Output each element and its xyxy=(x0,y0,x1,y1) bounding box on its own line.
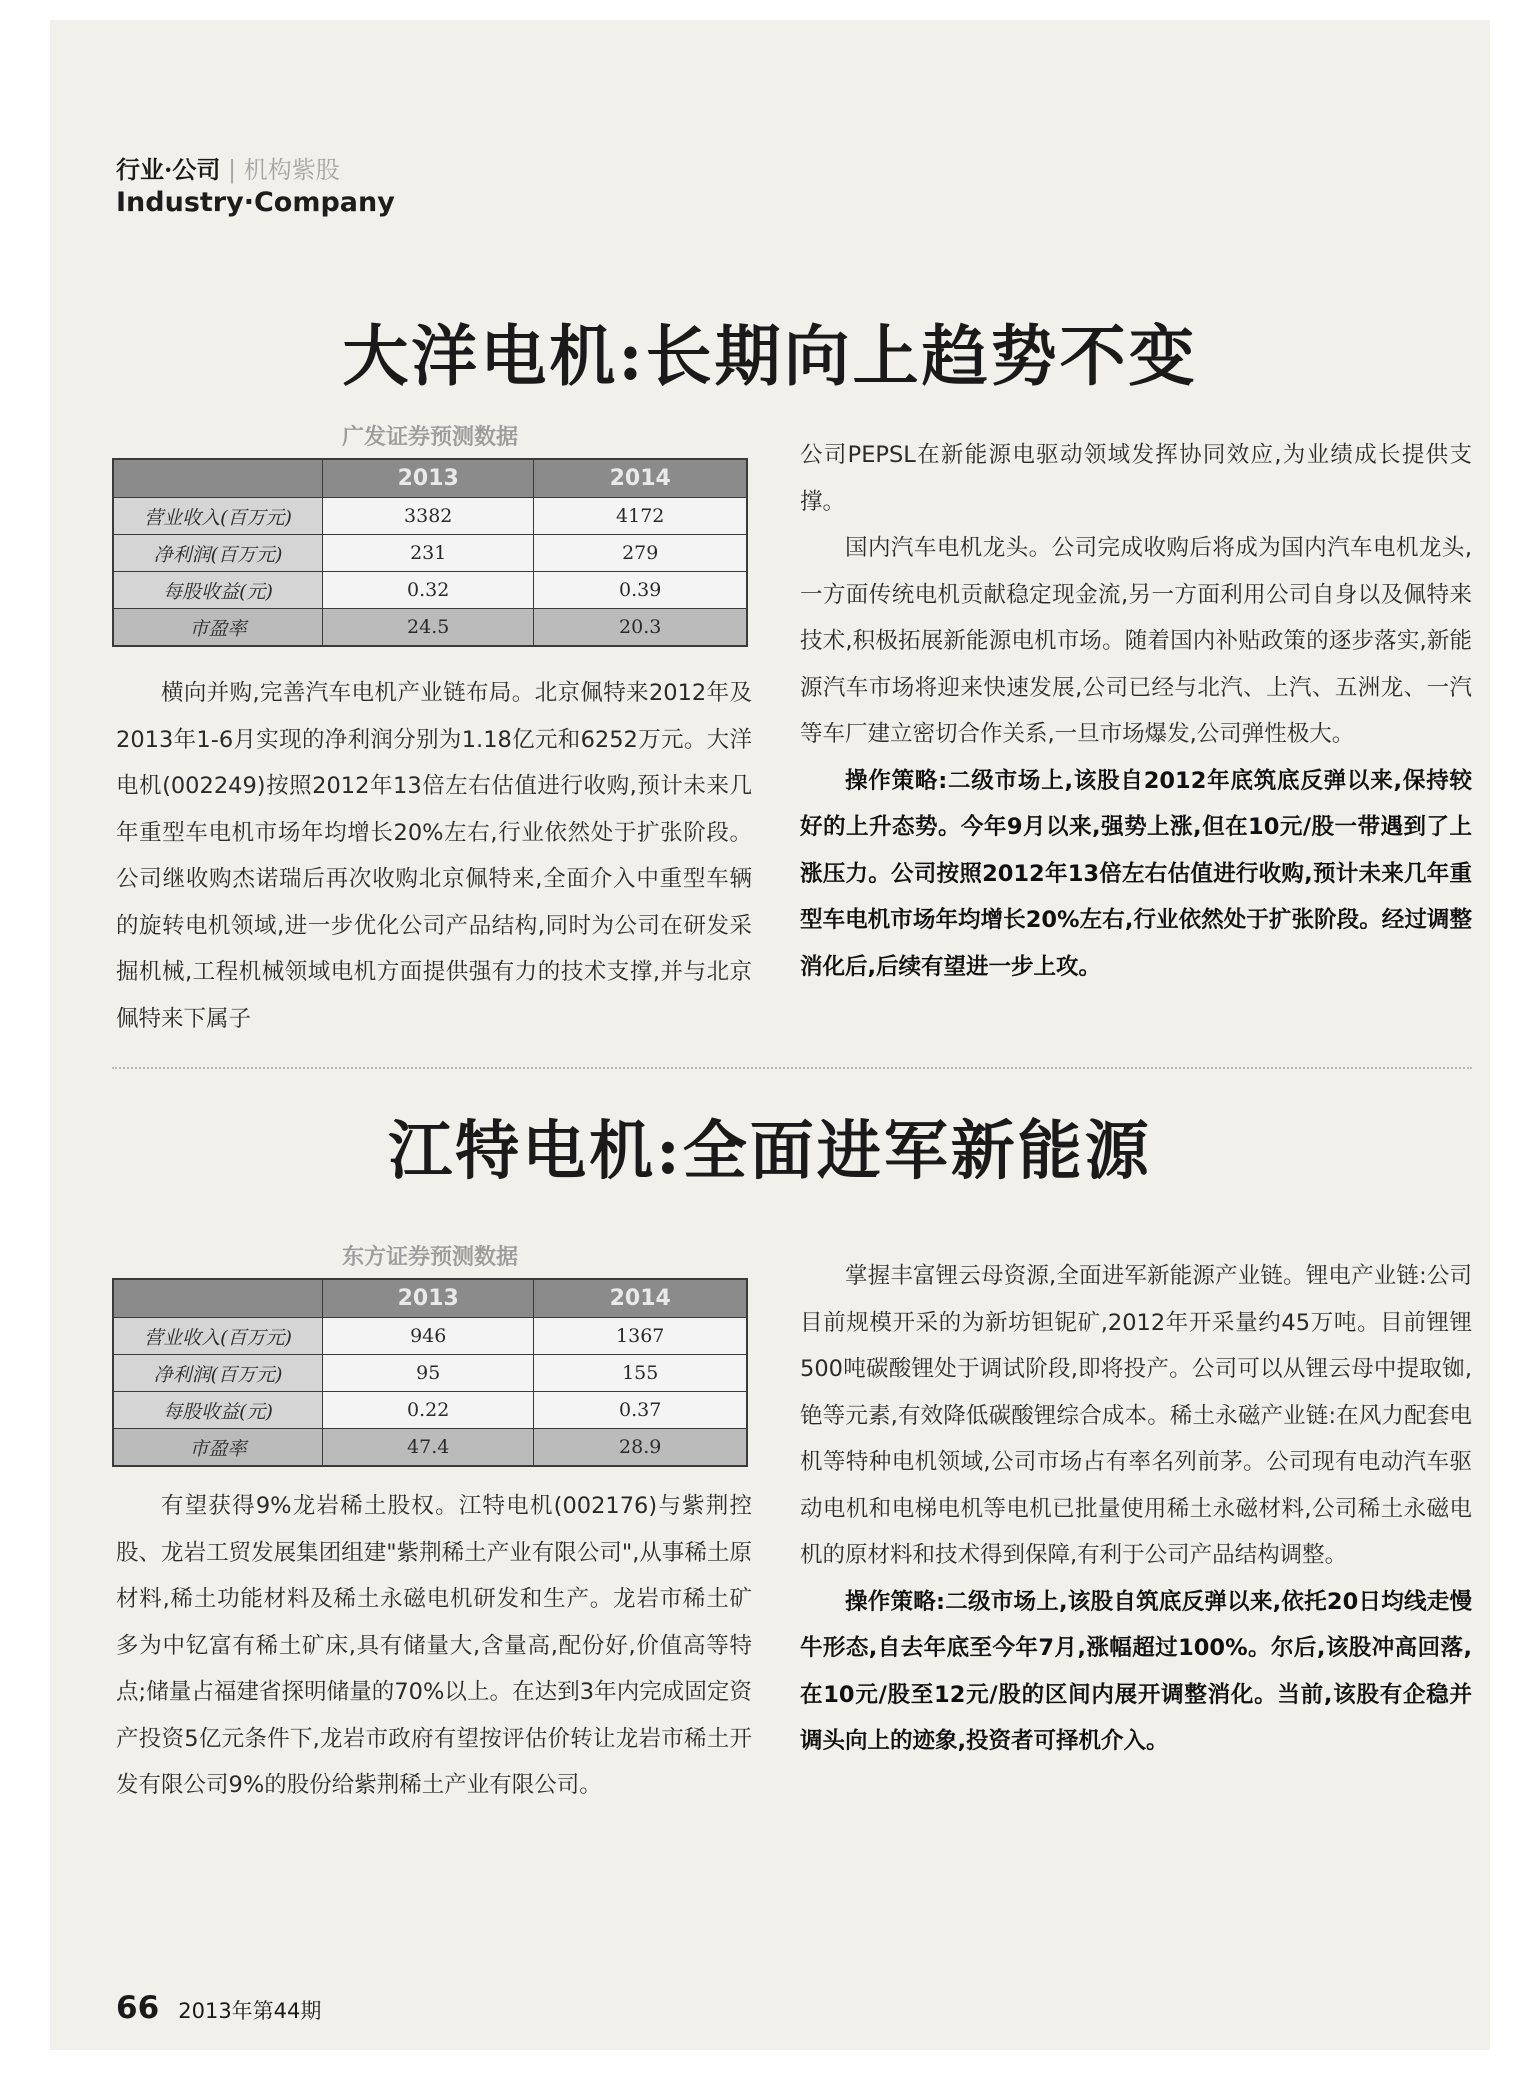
table-row xyxy=(113,498,747,535)
magazine-page xyxy=(50,20,1490,2050)
table-row xyxy=(113,572,747,609)
page-footer xyxy=(116,1990,321,2026)
table-row xyxy=(113,535,747,572)
body-paragraph: 国内汽车电机龙头。公司完成收购后将成为国内汽车电机龙头,一方面传统电机贡献稳定现金流,另一方面利用公司自身以及佩特来技术,积极拓展新能源电机市场。随着国内补贴政策的逐步落实,新能源汽车市场将迎来快速发展,公司已经与北汽、上汽、五洲龙、一汽等车厂建立密切合作关系,一旦市场爆发,公司弹性极大。 xyxy=(800,535,1472,747)
strategy-paragraph: 操作策略:二级市场上,该股自筑底反弹以来,依托20日均线走慢牛形态,自去年底至今年7月,涨幅超过100%。尔后,该股冲高回落,在10元/股至12元/股的区间内展开调整消化。当前,该股有企稳并调头向上的迹象,投资者可择机介入。 xyxy=(800,1588,1472,1754)
table-caption: 东方证券预测数据 xyxy=(341,1245,518,1270)
article1-title: 大洋电机:长期向上趋势不变 xyxy=(342,317,1198,395)
cell: 95 xyxy=(323,1355,534,1392)
header-corner xyxy=(113,1279,323,1318)
cell: 0.32 xyxy=(323,572,534,609)
row-label: 市盈率 xyxy=(113,1429,323,1467)
table-row xyxy=(113,1392,747,1429)
section-header xyxy=(116,150,395,218)
row-label: 营业收入(百万元) xyxy=(113,498,323,535)
row-label: 每股收益(元) xyxy=(113,1392,323,1429)
article1-forecast-table xyxy=(112,420,748,647)
row-label: 营业收入(百万元) xyxy=(113,1318,323,1355)
cell: 0.37 xyxy=(534,1392,747,1429)
row-label: 净利润(百万元) xyxy=(113,1355,323,1392)
article2-forecast-table xyxy=(112,1240,748,1467)
header-year: 2014 xyxy=(534,459,747,498)
table-header-row xyxy=(113,459,747,498)
cell: 231 xyxy=(323,535,534,572)
header-year: 2013 xyxy=(323,1279,534,1318)
section-label-en: Industry·Company xyxy=(116,187,395,218)
issue-label: 2013年第44期 xyxy=(178,1999,322,2023)
page-number: 66 xyxy=(116,1990,160,2026)
cell: 28.9 xyxy=(534,1429,747,1467)
article1-left-column xyxy=(116,670,752,1042)
cell: 0.22 xyxy=(323,1392,534,1429)
header-year: 2013 xyxy=(323,459,534,498)
article2-left-column xyxy=(116,1483,752,1809)
row-label: 净利润(百万元) xyxy=(113,535,323,572)
article2-right-column xyxy=(800,1253,1472,1765)
table-row xyxy=(113,609,747,647)
table-row xyxy=(113,1318,747,1355)
cell: 155 xyxy=(534,1355,747,1392)
cell: 946 xyxy=(323,1318,534,1355)
cell: 47.4 xyxy=(323,1429,534,1467)
article1-right-column xyxy=(800,432,1472,990)
article-divider xyxy=(112,1067,1472,1069)
cell: 4172 xyxy=(534,498,747,535)
cell: 279 xyxy=(534,535,747,572)
header-corner xyxy=(113,459,323,498)
table-caption: 广发证券预测数据 xyxy=(341,425,518,450)
cell: 20.3 xyxy=(534,609,747,647)
header-year: 2014 xyxy=(534,1279,747,1318)
row-label: 市盈率 xyxy=(113,609,323,647)
body-paragraph: 横向并购,完善汽车电机产业链布局。北京佩特来2012年及2013年1-6月实现的净利润分别为1.18亿元和6252万元。大洋电机(002249)按照2012年13倍左右估值进行收购,预计未来几年重型车电机市场年均增长20%左右,行业依然处于扩张阶段。公司继收购杰诺瑞后再次收购北京佩特来,全面介入中重型车辆的旋转电机领域,进一步优化公司产品结构,同时为公司在研发采掘机械,工程机械领域电机方面提供强有力的技术支撑,并与北京佩特来下属子 xyxy=(116,680,752,1032)
section-label: 行业·公司 | 机构紫股 xyxy=(116,155,340,184)
row-label: 每股收益(元) xyxy=(113,572,323,609)
body-paragraph: 公司PEPSL在新能源电驱动领域发挥协同效应,为业绩成长提供支撑。 xyxy=(800,442,1472,515)
forecast-table xyxy=(112,1278,748,1467)
table-header-row xyxy=(113,1279,747,1318)
body-paragraph: 掌握丰富锂云母资源,全面进军新能源产业链。锂电产业链:公司目前规模开采的为新坊钽铌矿,2012年开采量约45万吨。目前锂锂500吨碳酸锂处于调试阶段,即将投产。公司可以从锂云母中提取铷,铯等元素,有效降低碳酸锂综合成本。稀土永磁产业链:在风力配套电机等特种电机领域,公司市场占有率名列前茅。公司现有电动汽车驱动电机和电梯电机等电机已批量使用稀土永磁材料,公司稀土永磁电机的原材料和技术得到保障,有利于公司产品结构调整。 xyxy=(800,1263,1472,1568)
cell: 3382 xyxy=(323,498,534,535)
article2-title: 江特电机:全面进军新能源 xyxy=(388,1114,1152,1189)
table-row xyxy=(113,1429,747,1467)
strategy-paragraph: 操作策略:二级市场上,该股自2012年底筑底反弹以来,保持较好的上升态势。今年9月以来,强势上涨,但在10元/股一带遇到了上涨压力。公司按照2012年13倍左右估值进行收购,预计未来几年重型车电机市场年均增长20%左右,行业依然处于扩张阶段。经过调整消化后,后续有望进一步上攻。 xyxy=(800,767,1472,980)
cell: 24.5 xyxy=(323,609,534,647)
table-row xyxy=(113,1355,747,1392)
body-paragraph: 有望获得9%龙岩稀土股权。江特电机(002176)与紫荆控股、龙岩工贸发展集团组建"紫荆稀土产业有限公司",从事稀土原材料,稀土功能材料及稀土永磁电机研发和生产。龙岩市稀土矿多为中钇富有稀土矿床,具有储量大,含量高,配份好,价值高等特点;储量占福建省探明储量的70%以上。在达到3年内完成固定资产投资5亿元条件下,龙岩市政府有望按评估价转让龙岩市稀土开发有限公司9%的股份给紫荆稀土产业有限公司。 xyxy=(116,1493,752,1798)
cell: 1367 xyxy=(534,1318,747,1355)
cell: 0.39 xyxy=(534,572,747,609)
forecast-table xyxy=(112,458,748,647)
